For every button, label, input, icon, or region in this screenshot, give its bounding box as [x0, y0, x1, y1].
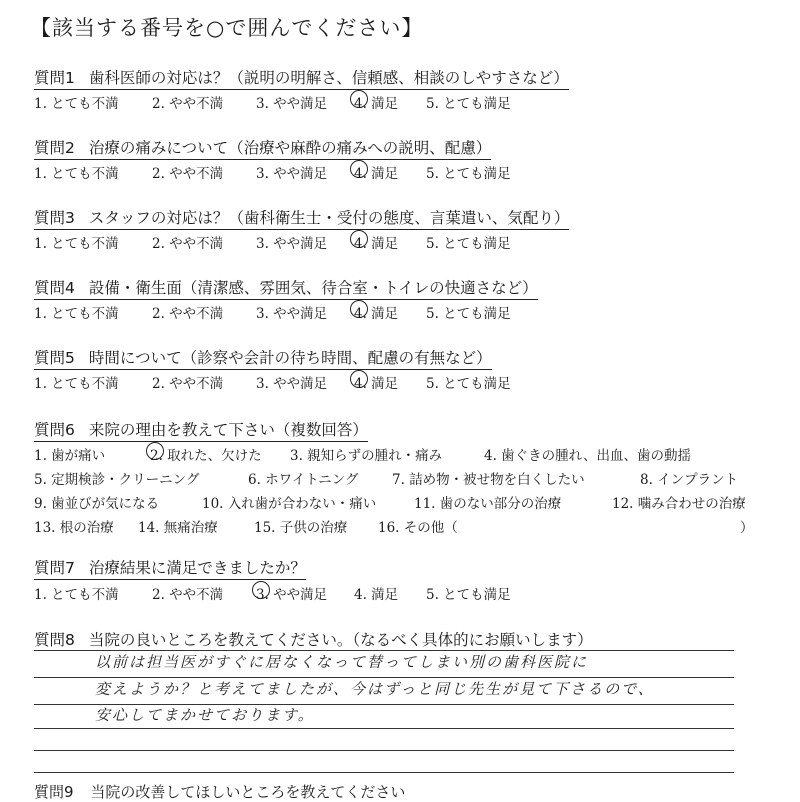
scale-option-5[interactable]: 5. とても満足 — [426, 376, 511, 392]
scale-option-1[interactable]: 1. とても不満 — [34, 166, 119, 182]
scale-option-2[interactable]: 2. やや不満 — [152, 306, 224, 322]
reason-option[interactable]: 14. 無痛治療 — [138, 520, 218, 536]
scale-option-3[interactable]: 3. やや満足 — [256, 96, 328, 112]
question-7-number: 質問7 — [34, 559, 75, 577]
reason-option[interactable]: 13. 根の治療 — [34, 520, 114, 536]
scale-option-2[interactable]: 2. やや不満 — [152, 587, 224, 603]
question-5-number: 質問5 — [34, 349, 75, 367]
scale-option-5[interactable]: 5. とても満足 — [426, 96, 511, 112]
scale-option-3[interactable]: 3. やや満足 — [256, 306, 328, 322]
question-9-number: 質問9 — [34, 783, 74, 801]
reason-option[interactable]: 2. 取れた、欠けた — [150, 448, 262, 464]
scale-option-4[interactable]: 4. 満足 — [354, 166, 399, 182]
scale-option-3[interactable]: 3. やや満足 — [256, 376, 328, 392]
question-1-number: 質問1 — [34, 69, 75, 87]
question-4-text: 設備・衛生面（清潔感、雰囲気、待合室・トイレの快適さなど） — [88, 279, 538, 297]
question-1-title — [34, 66, 569, 90]
reason-option[interactable]: 10. 入れ歯が合わない・痛い — [202, 496, 377, 512]
scale-option-4[interactable]: 4. 満足 — [354, 306, 399, 322]
scale-option-3[interactable]: 3. やや満足 — [256, 166, 328, 182]
question-8-title — [34, 628, 593, 651]
question-5-title — [34, 346, 492, 370]
scale-option-4[interactable]: 4. 満足 — [354, 236, 399, 252]
handwritten-answer-line-2: 変えようか？と考えてましたが、今はずっと同じ先生が見て下さるので、 — [95, 680, 655, 698]
reason-option[interactable]: 4. 歯ぐきの腫れ、出血、歯の動揺 — [484, 448, 691, 464]
scale-option-2[interactable]: 2. やや不満 — [152, 96, 224, 112]
scale-option-3[interactable]: 3. やや満足 — [256, 587, 328, 603]
question-2-text: 治療の痛みについて（治療や麻酔の痛みへの説明、配慮） — [88, 139, 492, 157]
reason-option[interactable]: 12. 噛み合わせの治療 — [612, 496, 746, 512]
scale-option-4[interactable]: 4. 満足 — [354, 96, 399, 112]
reason-option[interactable]: 9. 歯並びが気になる — [34, 496, 160, 512]
question-5-text: 時間について（診察や会計の待ち時間、配慮の有無など） — [88, 349, 492, 367]
scale-option-2[interactable]: 2. やや不満 — [152, 166, 224, 182]
scale-option-2[interactable]: 2. やや不満 — [152, 376, 224, 392]
selected-circle-mark — [146, 442, 164, 460]
question-8-number: 質問8 — [34, 631, 75, 649]
question-6-title — [34, 418, 368, 442]
question-6-number: 質問6 — [34, 421, 75, 439]
question-4-number: 質問4 — [34, 279, 75, 297]
scale-option-5[interactable]: 5. とても満足 — [426, 166, 511, 182]
reason-option[interactable]: 1. 歯が痛い — [34, 448, 106, 464]
question-4-title — [34, 276, 538, 300]
question-1-text: 歯科医師の対応は？（説明の明解さ、信頼感、相談のしやすさなど） — [88, 69, 569, 87]
reason-option[interactable]: 16. その他（ — [378, 520, 458, 536]
scale-option-1[interactable]: 1. とても不満 — [34, 376, 119, 392]
question-9-title — [34, 781, 405, 802]
scale-option-4[interactable]: 4. 満足 — [354, 587, 399, 603]
question-3-title — [34, 206, 569, 230]
scale-option-5[interactable]: 5. とても満足 — [426, 306, 511, 322]
scale-option-2[interactable]: 2. やや不満 — [152, 236, 224, 252]
handwritten-answer-line-1: 以前は担当医がすぐに居なくなって替ってしまい別の歯科医院に — [95, 653, 589, 671]
scale-option-4[interactable]: 4. 満足 — [354, 376, 399, 392]
reason-option[interactable]: 3. 親知らずの腫れ・痛み — [290, 448, 443, 464]
reason-option[interactable]: 8. インプラント — [640, 472, 739, 488]
reason-option[interactable]: 6. ホワイトニング — [248, 472, 359, 488]
scale-option-5[interactable]: 5. とても満足 — [426, 587, 511, 603]
question-7-title — [34, 556, 306, 580]
scale-option-1[interactable]: 1. とても不満 — [34, 96, 119, 112]
question-6-text: 来院の理由を教えて下さい（複数回答） — [88, 421, 368, 439]
scale-option-5[interactable]: 5. とても満足 — [426, 236, 511, 252]
instruction-header: 【該当する番号を○で囲んでください】 — [30, 16, 424, 40]
reason-option[interactable]: 7. 詰め物・被せ物を白くしたい — [392, 472, 585, 488]
scale-option-1[interactable]: 1. とても不満 — [34, 236, 119, 252]
reason-option[interactable]: 5. 定期検診・クリーニング — [34, 472, 200, 488]
scale-option-1[interactable]: 1. とても不満 — [34, 587, 119, 603]
question-2-title — [34, 136, 491, 160]
question-7-text: 治療結果に満足できましたか？ — [88, 559, 306, 577]
question-3-text: スタッフの対応は？（歯科衛生士・受付の態度、言葉遣い、気配り） — [88, 209, 570, 227]
scale-option-3[interactable]: 3. やや満足 — [256, 236, 328, 252]
scale-option-1[interactable]: 1. とても不満 — [34, 306, 119, 322]
question-9-text: 当院の改善してほしいところを教えてください — [90, 783, 406, 801]
handwritten-answer-line-3: 安心してまかせております。 — [95, 706, 315, 724]
question-8-text: 当院の良いところを教えてください。（なるべく具体的にお願いします） — [88, 631, 593, 649]
question-2-number: 質問2 — [34, 139, 75, 157]
reason-option[interactable]: 15. 子供の治療 — [254, 520, 348, 536]
question-3-number: 質問3 — [34, 209, 75, 227]
reason-option[interactable]: 11. 歯のない部分の治療 — [414, 496, 562, 512]
reason-option[interactable]: ） — [740, 520, 754, 536]
